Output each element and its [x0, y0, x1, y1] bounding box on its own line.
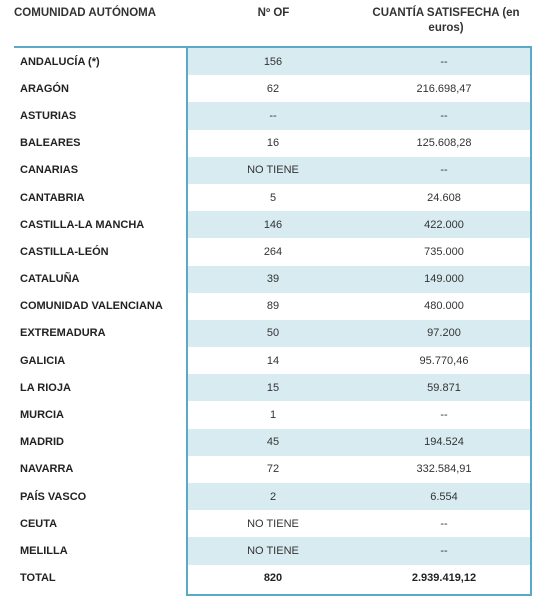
- num-of-value: 14: [266, 354, 280, 367]
- amount-value: 97.200: [358, 320, 530, 347]
- header-cuantia-line1: CUANTÍA SATISFECHA (en: [372, 7, 520, 19]
- community-name: CANARIAS: [20, 164, 79, 177]
- community-name: CATALUÑA: [20, 273, 80, 286]
- num-of-value: 45: [188, 429, 358, 456]
- amount-value: 149.000: [358, 266, 530, 293]
- table-row: [14, 266, 530, 293]
- num-of-value: 89: [266, 300, 280, 313]
- amount-value: --: [440, 409, 448, 422]
- community-name: MADRID: [20, 436, 64, 449]
- community-name: ASTURIAS: [20, 109, 77, 122]
- num-of-value: --: [188, 102, 358, 129]
- table-row: [14, 102, 530, 129]
- table-row: [14, 537, 530, 564]
- amount-value: 216.698,47: [416, 82, 472, 95]
- table-body: [14, 48, 530, 592]
- table-border-right: [530, 46, 532, 596]
- header-cuantia: [361, 6, 531, 36]
- community-name: CEUTA: [20, 517, 58, 530]
- amount-value: --: [358, 537, 530, 564]
- table-row: [14, 374, 530, 401]
- num-of-value: 39: [188, 266, 358, 293]
- num-of-value: 62: [266, 82, 280, 95]
- community-name: CANTABRIA: [20, 191, 85, 204]
- amount-value: 2.939.419,12: [411, 572, 477, 585]
- num-of-value: 72: [266, 463, 280, 476]
- community-name: LA RIOJA: [20, 381, 71, 394]
- amount-value: 6.554: [358, 483, 530, 510]
- num-of-value: 15: [188, 374, 358, 401]
- table-row: [14, 483, 530, 510]
- community-name: EXTREMADURA: [20, 327, 106, 340]
- table-row: [14, 130, 530, 157]
- amount-value: --: [358, 48, 530, 75]
- total-row: [14, 565, 530, 592]
- num-of-value: 156: [188, 48, 358, 75]
- amount-value: 125.608,28: [416, 137, 472, 150]
- community-name: NAVARRA: [20, 463, 74, 476]
- table-row: [14, 510, 530, 537]
- amount-value: 194.524: [358, 429, 530, 456]
- num-of-value: 820: [263, 572, 283, 585]
- table-row: [14, 456, 530, 483]
- table-row: [14, 48, 530, 75]
- table-row: [14, 293, 530, 320]
- table-border-bottom: [186, 594, 532, 596]
- community-name: ARAGÓN: [20, 82, 69, 95]
- num-of-value: NO TIENE: [188, 157, 358, 184]
- community-name: COMUNIDAD VALENCIANA: [20, 300, 163, 313]
- header-num-of: Nº OF: [257, 7, 290, 19]
- table-row: [14, 429, 530, 456]
- amount-value: 480.000: [424, 300, 464, 313]
- amount-value: 95.770,46: [419, 354, 469, 367]
- community-name: MURCIA: [20, 409, 64, 422]
- num-of-value: 50: [188, 320, 358, 347]
- community-name: ANDALUCÍA (*): [20, 55, 100, 68]
- num-of-value: 16: [266, 137, 280, 150]
- table-header: [0, 0, 550, 46]
- table-row: [14, 238, 530, 265]
- num-of-value: NO TIENE: [188, 537, 358, 564]
- community-name: CASTILLA-LA MANCHA: [20, 218, 145, 231]
- amount-value: --: [440, 517, 448, 530]
- community-name: GALICIA: [20, 354, 66, 367]
- num-of-value: 146: [188, 211, 358, 238]
- amount-value: 332.584,91: [416, 463, 472, 476]
- amount-value: 24.608: [427, 191, 461, 204]
- community-name: MELILLA: [20, 544, 68, 557]
- table-row: [14, 75, 530, 102]
- table-row: [14, 320, 530, 347]
- community-name: PAÍS VASCO: [20, 490, 87, 503]
- table-row: [14, 347, 530, 374]
- community-name: TOTAL: [20, 572, 56, 585]
- table-row: [14, 184, 530, 211]
- amount-value: 422.000: [358, 211, 530, 238]
- num-of-value: 2: [188, 483, 358, 510]
- community-name: CASTILLA-LEÓN: [20, 245, 109, 258]
- num-of-value: NO TIENE: [247, 517, 299, 530]
- amount-value: --: [358, 157, 530, 184]
- amount-value: 735.000: [424, 245, 464, 258]
- amount-value: 59.871: [358, 374, 530, 401]
- amount-value: --: [358, 102, 530, 129]
- num-of-value: 5: [269, 191, 277, 204]
- header-comunidad: COMUNIDAD AUTÓNOMA: [14, 7, 157, 19]
- header-cuantia-line2: euros): [428, 22, 464, 34]
- num-of-value: 264: [263, 245, 283, 258]
- table-row: [14, 211, 530, 238]
- table-row: [14, 401, 530, 428]
- table-row: [14, 157, 530, 184]
- community-name: BALEARES: [20, 137, 81, 150]
- num-of-value: 1: [269, 409, 277, 422]
